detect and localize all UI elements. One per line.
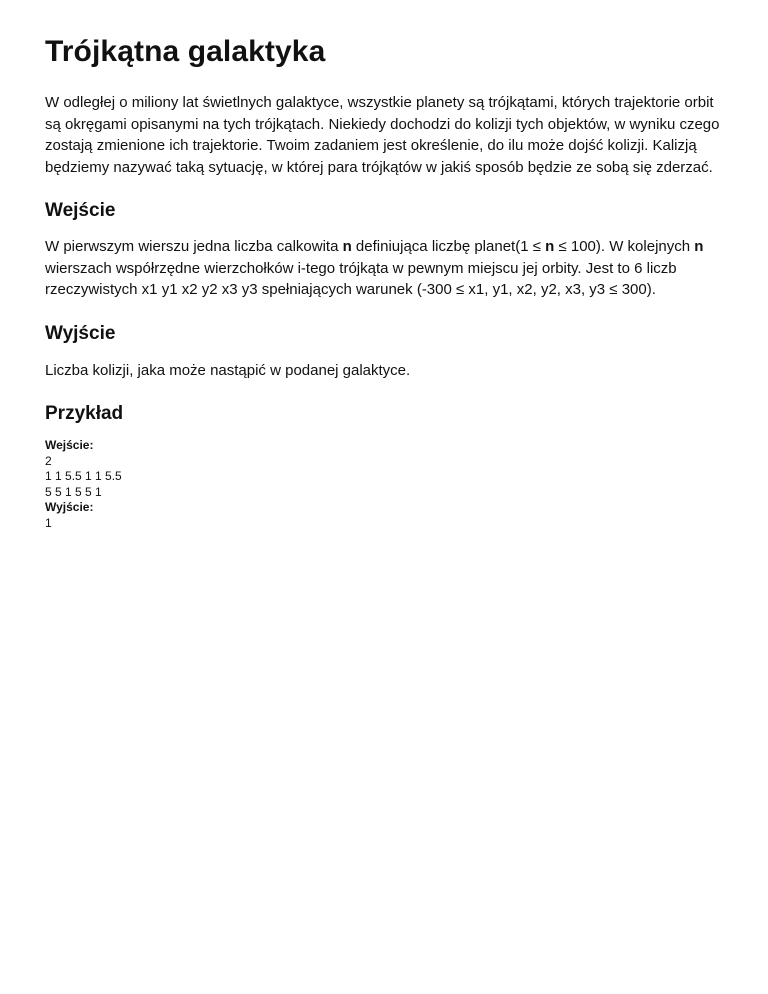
input-text-3: ≤ 100). W kolejnych	[554, 238, 695, 255]
example-block	[45, 438, 723, 531]
example-input-line: 2	[45, 453, 52, 468]
intro-paragraph: W odległej o miliony lat świetlnych galaktyce, wszystkie planety są trójkątami, których trajektorie orbit są okręgami opisanymi na tych trójkątach. Niekiedy dochodzi do kolizji tych objektów, w wyniku czego zostają zmienione ich trajektorie. Twoim zadaniem jest określenie, do ilu może dojść kolizji. Kalizją będziemy nazywać taką sytuację, w której para trójkątów w jakiś sposób będzie ze sobą się zderzać.	[45, 94, 720, 176]
example-input-label: Wejście:	[45, 438, 94, 452]
example-output-line: 1	[45, 515, 52, 530]
example-input-line: 5 5 1 5 5 1	[45, 484, 102, 499]
var-n: n	[545, 238, 555, 255]
var-n: n	[694, 238, 704, 255]
example-output-label: Wyjście:	[45, 500, 94, 514]
input-description	[45, 236, 723, 301]
input-text-1: W pierwszym wierszu jedna liczba calkowita	[45, 238, 343, 255]
var-n: n	[342, 238, 352, 255]
input-text-2: definiująca liczbę planet(1 ≤	[351, 238, 546, 255]
page-title: Trójkątna galaktyka	[45, 35, 326, 68]
example-input-line: 1 1 5.5 1 1 5.5	[45, 469, 122, 483]
output-description: Liczba kolizji, jaka może nastąpić w podanej galaktyce.	[45, 361, 411, 379]
input-heading: Wejście	[45, 200, 116, 221]
output-heading: Wyjście	[45, 322, 116, 344]
input-text-4: wierszach współrzędne wierzchołków i-tego trójkąta w pewnym miejscu jej orbity. Jest to 6 liczb rzeczywistych x1 y1 x2 y2 x3 y3 spełniających warunek (-300 ≤ x1, y1, x2, y2, x3, y3 ≤ 300).	[45, 259, 677, 298]
example-heading: Przykład	[45, 403, 124, 424]
